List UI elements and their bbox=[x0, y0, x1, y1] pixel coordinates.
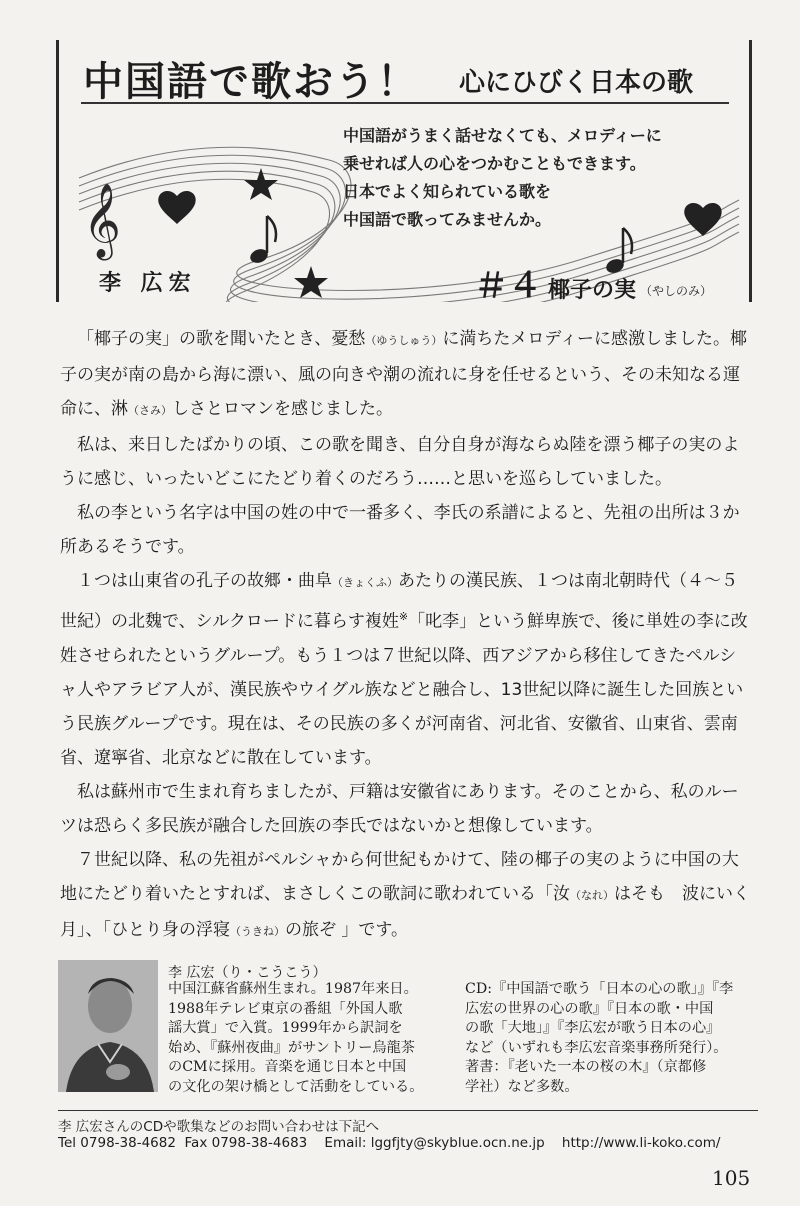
website-link[interactable]: http://www.li-koko.com/ bbox=[561, 1135, 721, 1151]
ruby-reading: （きょくふ） bbox=[332, 576, 398, 589]
author-photo bbox=[58, 960, 158, 1092]
bio-name: 李 広宏（り・こうこう） bbox=[168, 965, 327, 981]
fax-number: Fax 0798-38-4683 bbox=[184, 1135, 308, 1151]
paragraph: ７世紀以降、私の先祖がペルシャから何世紀もかけて、陸の椰子の実のように中国の大地にたどり着いたとすれば、まさしくこの歌詞に歌われている「汝（なれ）はそも 波にいく月」、「ひとり身の浮寝（うきね）の旅ぞ 」です。 bbox=[60, 849, 750, 940]
intro-line: 中国語で歌ってみませんか。 bbox=[343, 210, 552, 229]
eighth-note-icon bbox=[248, 216, 276, 265]
paragraph: 「椰子の実」の歌を聞いたとき、憂愁（ゆうしゅう）に満ちたメロディーに感激しました。椰子の実が南の島から海に漂い、風の向きや潮の流れに身を任せるという、その未知なる運命に、淋（さみ）しさとロマンを感じました。 bbox=[60, 329, 747, 419]
issue-heading bbox=[474, 258, 712, 307]
paragraph: １つは山東省の孔子の故郷・曲阜（きょくふ）あたりの漢民族、１つは南北朝時代（４～５世紀）の北魏で、シルクロードに暮らす複姓※「叱李」という鮮卑族で、後に単姓の李に改姓させられたというグループ。もう１つは７世紀以降、西アジアから移住してきたペルシャ人やアラビア人が、漢民族やウイグル族などと融合し、13世紀以降に誕生した回族という民族グループです。現在は、その民族の多くが河南省、河北省、安徽省、山東省、雲南省、遼寧省、北京などに散在しています。 bbox=[60, 571, 748, 768]
ruby-reading: （ゆうしゅう） bbox=[365, 334, 443, 347]
phone-number: Tel 0798-38-4682 bbox=[58, 1135, 176, 1151]
email-address: Email: lggfjty@skyblue.ocn.ne.jp bbox=[324, 1135, 545, 1151]
bio-text bbox=[168, 980, 450, 1097]
title-divider bbox=[81, 102, 729, 104]
discography-line: の歌「大地」』『李広宏が歌う日本の心』 bbox=[465, 1020, 721, 1036]
song-title: 椰子の実 bbox=[548, 278, 637, 303]
svg-text:𝄞: 𝄞 bbox=[83, 184, 121, 258]
column-title: 中国語で歌おう！ bbox=[83, 59, 419, 105]
intro-line: 中国語がうまく話せなくても、メロディーに bbox=[343, 126, 662, 145]
issue-number: ＃４ bbox=[474, 266, 542, 306]
author-name: 李 広宏 bbox=[99, 270, 197, 296]
paragraph: 私の李という名字は中国の姓の中で一番多く、李氏の系譜によると、先祖の出所は３か所あるそうです。 bbox=[60, 503, 740, 557]
star-icon bbox=[294, 266, 328, 298]
discography-line: 著書：『老いた一本の桜の木』（京都修 bbox=[465, 1059, 707, 1075]
bio-line: 謡大賞」で入賞。1999年から訳詞を bbox=[168, 1020, 403, 1036]
bio-line: のCMに採用。音楽を通じ日本と中国 bbox=[168, 1059, 407, 1075]
bio-line: の文化の架け橋として活動をしている。 bbox=[168, 1078, 424, 1095]
ruby-reading: （なれ） bbox=[570, 888, 614, 902]
bio-line: 始め、『蘇州夜曲』がサントリー烏龍茶 bbox=[168, 1039, 415, 1056]
paragraph: 私は蘇州市で生まれ育ちましたが、戸籍は安徽省にあります。そのことから、私のルーツは恐らく多民族が融合した回族の李氏ではないかと想像しています。 bbox=[60, 781, 739, 836]
contact-info bbox=[58, 1135, 758, 1151]
heart-icon bbox=[158, 191, 195, 224]
song-reading: （やしのみ） bbox=[640, 284, 713, 298]
article-body bbox=[60, 322, 752, 949]
discography-line: など（いずれも李広宏音楽事務所発行）。 bbox=[465, 1039, 728, 1056]
intro-line: 日本でよく知られている歌を bbox=[343, 182, 552, 201]
footnote-mark: ※ bbox=[398, 610, 409, 623]
discography bbox=[465, 980, 755, 1097]
discography-line: 学社）など多数。 bbox=[465, 1078, 579, 1095]
star-icon bbox=[244, 168, 278, 200]
ruby-reading: （うきね） bbox=[230, 924, 285, 938]
discography-line: 広宏の世界の心の歌』『日本の歌・中国 bbox=[465, 1000, 714, 1017]
intro-text bbox=[343, 122, 733, 234]
column-subtitle: 心にひびく日本の歌 bbox=[459, 68, 694, 98]
paragraph: 私は、来日したばかりの頃、この歌を聞き、自分自身が海ならぬ陸を漂う椰子の実のように感じ、いったいどこにたどり着くのだろう……と思いを巡らしていました。 bbox=[60, 435, 740, 489]
contact-heading: 李 広宏さんのCDや歌集などのお問い合わせは下記へ bbox=[58, 1119, 380, 1135]
intro-line: 乗せれば人の心をつかむこともできます。 bbox=[343, 154, 646, 173]
bio-line: 中国江蘇省蘇州生まれ。1987年来日。 bbox=[168, 981, 418, 997]
ruby-reading: （さみ） bbox=[128, 404, 172, 417]
column-header bbox=[56, 40, 752, 306]
bio-line: 1988年テレビ東京の番組「外国人歌 bbox=[168, 1000, 403, 1017]
discography-line: CD:『中国語で歌う「日本の心の歌」』『李 bbox=[465, 981, 734, 997]
treble-clef-icon bbox=[83, 184, 121, 261]
page-number: 105 bbox=[712, 1166, 751, 1190]
footer-divider bbox=[58, 1110, 758, 1111]
